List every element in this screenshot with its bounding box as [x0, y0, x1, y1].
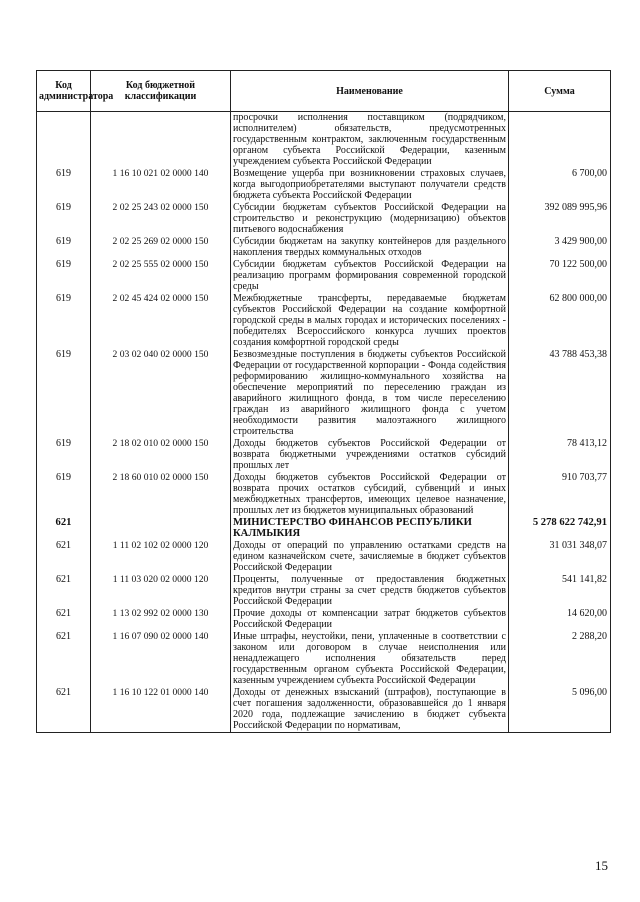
- name-cell: Прочие доходы от компенсации затрат бюджетов субъектов Российской Федерации: [231, 608, 509, 631]
- admin-cell: 621: [37, 687, 91, 733]
- code-cell: [91, 517, 231, 540]
- code-cell: 2 03 02 040 02 0000 150: [91, 349, 231, 438]
- table-row: [37, 293, 611, 349]
- revenue-table: [36, 70, 611, 733]
- admin-cell: 621: [37, 540, 91, 574]
- admin-cell: 621: [37, 608, 91, 631]
- header-admin-code: Код администратора: [37, 71, 91, 112]
- name-cell: Доходы бюджетов субъектов Российской Федерации от возврата бюджетными учреждениями остатков субсидий прошлых лет: [231, 438, 509, 472]
- table-row: [37, 631, 611, 687]
- document-page: [36, 70, 610, 733]
- page-number: 15: [595, 858, 608, 873]
- name-cell: МИНИСТЕРСТВО ФИНАНСОВ РЕСПУБЛИКИ КАЛМЫКИЯ: [231, 517, 509, 540]
- sum-cell: 392 089 995,96: [509, 202, 611, 236]
- admin-cell: 619: [37, 293, 91, 349]
- code-cell: 2 02 25 555 02 0000 150: [91, 259, 231, 293]
- header-name: Наименование: [231, 71, 509, 112]
- sum-cell: 910 703,77: [509, 472, 611, 517]
- table-row: [37, 608, 611, 631]
- name-cell: Субсидии бюджетам субъектов Российской Федерации на строительство и реконструкцию (модернизацию) объектов питьевого водоснабжения: [231, 202, 509, 236]
- header-sum: Сумма: [509, 71, 611, 112]
- name-cell: Иные штрафы, неустойки, пени, уплаченные в соответствии с законом или договором в случае неисполнения или ненадлежащего исполнения обязательств перед государственным органом субъекта Российской Федерации, казенным учреждением субъекта Российской Федерации: [231, 631, 509, 687]
- admin-cell: 621: [37, 631, 91, 687]
- table-row: [37, 438, 611, 472]
- sum-cell: 78 413,12: [509, 438, 611, 472]
- sum-cell: 14 620,00: [509, 608, 611, 631]
- admin-cell: 619: [37, 259, 91, 293]
- sum-cell: 43 788 453,38: [509, 349, 611, 438]
- table-row: [37, 259, 611, 293]
- table-row: [37, 574, 611, 608]
- sum-cell: 3 429 900,00: [509, 236, 611, 259]
- name-cell: Субсидии бюджетам субъектов Российской Федерации на реализацию программ формирования современной городской среды: [231, 259, 509, 293]
- code-cell: 2 02 25 269 02 0000 150: [91, 236, 231, 259]
- code-cell: 2 02 25 243 02 0000 150: [91, 202, 231, 236]
- name-cell: Проценты, полученные от предоставления бюджетных кредитов внутри страны за счет средств бюджетов субъектов Российской Федерации: [231, 574, 509, 608]
- sum-cell: 62 800 000,00: [509, 293, 611, 349]
- header-budget-code: Код бюджетной классификации: [91, 71, 231, 112]
- code-cell: 1 11 02 102 02 0000 120: [91, 540, 231, 574]
- table-row: [37, 112, 611, 169]
- sum-cell: [509, 112, 611, 169]
- code-cell: 1 11 03 020 02 0000 120: [91, 574, 231, 608]
- name-cell: Безвозмездные поступления в бюджеты субъектов Российской Федерации от государственной корпорации - Фонда содействия реформированию жилищно-коммунального хозяйства на обеспечение мероприятий по переселению граждан из аварийного жилищного фонда, в том числе переселению граждан из аварийного жилищного фонда с учетом необходимости развития малоэтажного жилищного строительства: [231, 349, 509, 438]
- table-row: [37, 540, 611, 574]
- sum-cell: 6 700,00: [509, 168, 611, 202]
- table-row: [37, 168, 611, 202]
- name-cell: Возмещение ущерба при возникновении страховых случаев, когда выгодоприобретателями выступают получатели средств бюджета субъекта Российской Федерации: [231, 168, 509, 202]
- table-row: [37, 472, 611, 517]
- table-row: [37, 687, 611, 733]
- code-cell: 2 02 45 424 02 0000 150: [91, 293, 231, 349]
- admin-cell: 619: [37, 349, 91, 438]
- table-row: [37, 236, 611, 259]
- code-cell: 1 16 10 122 01 0000 140: [91, 687, 231, 733]
- code-cell: 1 16 07 090 02 0000 140: [91, 631, 231, 687]
- sum-cell: 5 278 622 742,91: [509, 517, 611, 540]
- sum-cell: 2 288,20: [509, 631, 611, 687]
- sum-cell: 31 031 348,07: [509, 540, 611, 574]
- table-row: [37, 202, 611, 236]
- table-row: [37, 517, 611, 540]
- code-cell: 1 16 10 021 02 0000 140: [91, 168, 231, 202]
- admin-cell: 621: [37, 574, 91, 608]
- name-cell: Доходы от операций по управлению остатками средств на едином казначейском счете, зачисляемые в бюджет субъектов Российской Федерации: [231, 540, 509, 574]
- code-cell: 1 13 02 992 02 0000 130: [91, 608, 231, 631]
- admin-cell: 619: [37, 438, 91, 472]
- name-cell: Межбюджетные трансферты, передаваемые бюджетам субъектов Российской Федерации на создание комфортной городской среды в малых городах и исторических поселениях - победителях Всероссийского конкурса лучших проектов создания комфортной городской среды: [231, 293, 509, 349]
- table-row: [37, 349, 611, 438]
- sum-cell: 5 096,00: [509, 687, 611, 733]
- sum-cell: 70 122 500,00: [509, 259, 611, 293]
- name-cell: Субсидии бюджетам на закупку контейнеров для раздельного накопления твердых коммунальных отходов: [231, 236, 509, 259]
- admin-cell: 619: [37, 472, 91, 517]
- name-cell: Доходы от денежных взысканий (штрафов), поступающие в счет погашения задолженности, образовавшейся до 1 января 2020 года, подлежащие зачислению в бюджет субъекта Российской Федерации по нормативам,: [231, 687, 509, 733]
- code-cell: 2 18 02 010 02 0000 150: [91, 438, 231, 472]
- admin-cell: 619: [37, 236, 91, 259]
- code-cell: [91, 112, 231, 169]
- sum-cell: 541 141,82: [509, 574, 611, 608]
- code-cell: 2 18 60 010 02 0000 150: [91, 472, 231, 517]
- table-header-row: [37, 71, 611, 112]
- name-cell: просрочки исполнения поставщиком (подрядчиком, исполнителем) обязательств, предусмотренных государственным контрактом, заключенным государственным органом субъекта Российской Федерации, казенным учреждением субъекта Российской Федерации: [231, 112, 509, 169]
- name-cell: Доходы бюджетов субъектов Российской Федерации от возврата прочих остатков субсидий, субвенций и иных межбюджетных трансфертов, имеющих целевое назначение, прошлых лет из бюджетов муниципальных образований: [231, 472, 509, 517]
- admin-cell: [37, 112, 91, 169]
- admin-cell: 621: [37, 517, 91, 540]
- admin-cell: 619: [37, 168, 91, 202]
- admin-cell: 619: [37, 202, 91, 236]
